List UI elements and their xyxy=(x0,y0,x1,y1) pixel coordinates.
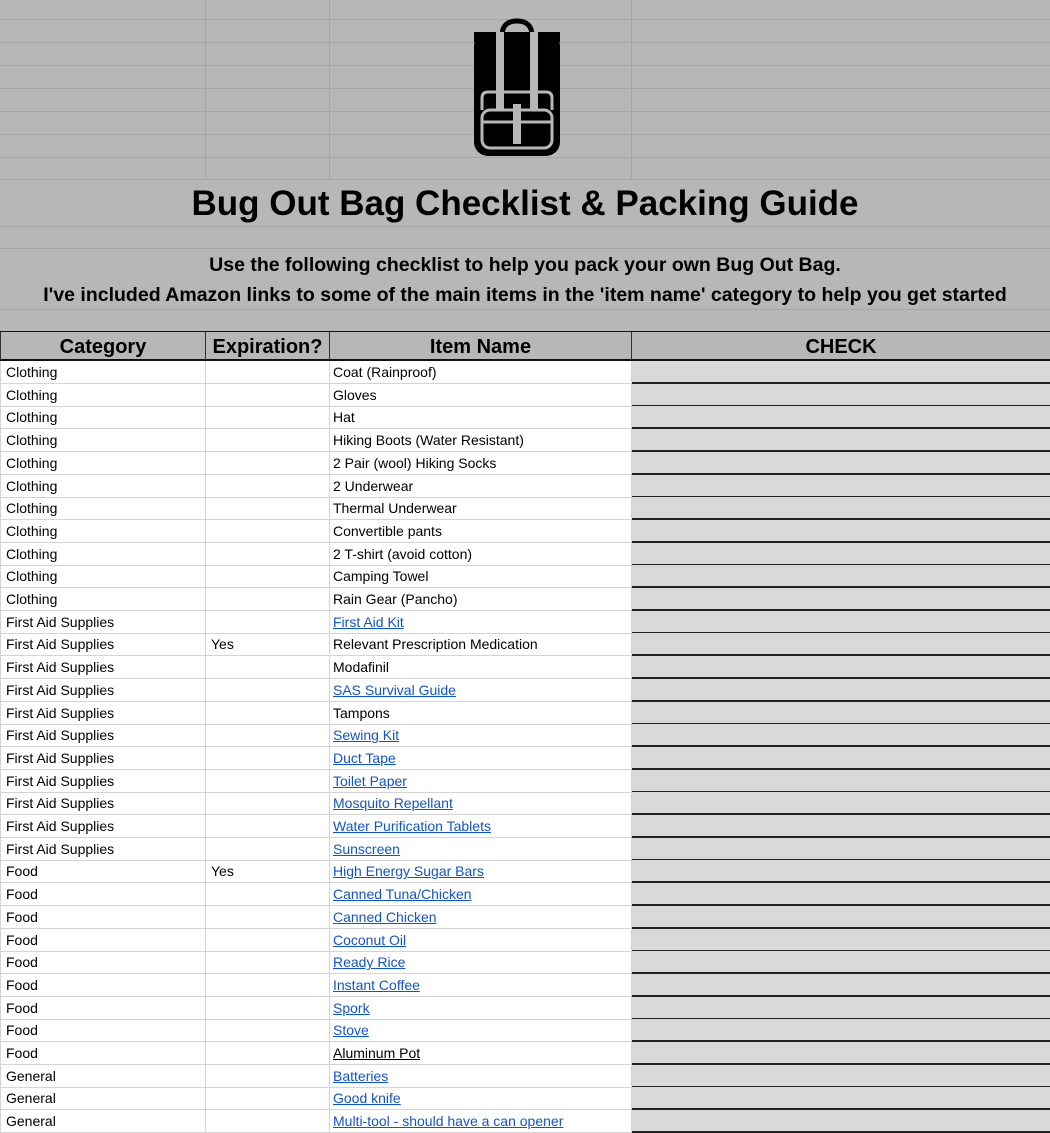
check-cell[interactable] xyxy=(632,929,1050,952)
subtitle-line-1: Use the following checklist to help you pack your own Bug Out Bag. xyxy=(209,254,841,276)
check-cell[interactable] xyxy=(632,747,1050,770)
backpack-icon xyxy=(466,18,568,158)
check-cell[interactable] xyxy=(632,997,1050,1020)
table-row xyxy=(0,792,1050,815)
expiration-cell[interactable] xyxy=(206,1110,330,1133)
category-cell[interactable]: First Aid Supplies xyxy=(0,815,206,838)
category-cell[interactable]: Clothing xyxy=(0,452,206,475)
item-link[interactable]: Canned Tuna/Chicken xyxy=(333,886,472,903)
check-cell[interactable] xyxy=(632,475,1050,498)
item-link[interactable]: Instant Coffee xyxy=(333,976,420,993)
item-link[interactable]: SAS Survival Guide xyxy=(333,681,456,698)
expiration-cell[interactable] xyxy=(206,974,330,997)
category-cell[interactable]: General xyxy=(0,1065,206,1088)
item-name-cell[interactable] xyxy=(330,860,632,883)
category-cell[interactable]: Clothing xyxy=(0,565,206,588)
check-cell[interactable] xyxy=(632,543,1050,566)
item-name-text: Camping Towel xyxy=(333,568,429,585)
item-name-text: 2 T-shirt (avoid cotton) xyxy=(333,545,473,562)
item-link[interactable]: First Aid Kit xyxy=(333,613,404,630)
subtitle-line-2: I've included Amazon links to some of the main items in the 'item name' category to help you get started xyxy=(43,284,1007,306)
expiration-cell[interactable] xyxy=(206,1019,330,1042)
item-name-cell[interactable] xyxy=(330,838,632,861)
item-name-cell[interactable] xyxy=(330,429,632,452)
category-cell[interactable]: First Aid Supplies xyxy=(0,724,206,747)
expiration-cell[interactable]: Yes xyxy=(206,860,330,883)
item-name-text: Gloves xyxy=(333,386,377,403)
check-cell[interactable] xyxy=(632,906,1050,929)
expiration-cell[interactable] xyxy=(206,475,330,498)
check-cell[interactable] xyxy=(632,838,1050,861)
check-cell[interactable] xyxy=(632,679,1050,702)
item-link[interactable]: Canned Chicken xyxy=(333,908,437,925)
table-row xyxy=(0,679,1050,702)
column-header-item-name[interactable]: Item Name xyxy=(330,332,632,360)
category-cell[interactable]: First Aid Supplies xyxy=(0,611,206,634)
item-name-cell[interactable] xyxy=(330,747,632,770)
item-link[interactable]: Ready Rice xyxy=(333,954,406,971)
item-name-cell[interactable] xyxy=(330,611,632,634)
header-area xyxy=(0,0,1050,332)
category-cell[interactable]: First Aid Supplies xyxy=(0,679,206,702)
expiration-cell[interactable] xyxy=(206,543,330,566)
expiration-cell[interactable] xyxy=(206,1042,330,1065)
expiration-cell[interactable] xyxy=(206,792,330,815)
check-cell[interactable] xyxy=(632,770,1050,793)
check-cell[interactable] xyxy=(632,452,1050,475)
table-row xyxy=(0,588,1050,611)
item-name-cell[interactable] xyxy=(330,588,632,611)
category-cell[interactable]: General xyxy=(0,1110,206,1133)
category-cell[interactable]: Food xyxy=(0,929,206,952)
item-name-cell[interactable] xyxy=(330,792,632,815)
table-row xyxy=(0,929,1050,952)
item-name-cell[interactable] xyxy=(330,475,632,498)
table-row xyxy=(0,520,1050,543)
category-cell[interactable]: First Aid Supplies xyxy=(0,838,206,861)
expiration-cell[interactable] xyxy=(206,588,330,611)
category-cell[interactable]: First Aid Supplies xyxy=(0,792,206,815)
category-cell[interactable]: Clothing xyxy=(0,543,206,566)
expiration-cell[interactable] xyxy=(206,1087,330,1110)
item-name-text: 2 Pair (wool) Hiking Socks xyxy=(333,454,497,471)
grid-line xyxy=(0,248,1050,249)
table-row xyxy=(0,702,1050,725)
category-cell[interactable]: Food xyxy=(0,1019,206,1042)
item-name-cell[interactable] xyxy=(330,1042,632,1065)
item-name-text: 2 Underwear xyxy=(333,477,414,494)
item-link[interactable]: Multi-tool - should have a can opener xyxy=(333,1113,564,1130)
table-row xyxy=(0,860,1050,883)
table-row xyxy=(0,543,1050,566)
item-name-text: Relevant Prescription Medication xyxy=(333,636,538,653)
item-name-cell[interactable] xyxy=(330,565,632,588)
grid-line xyxy=(0,226,1050,227)
item-link[interactable]: Batteries xyxy=(333,1067,389,1084)
item-name-cell[interactable] xyxy=(330,1065,632,1088)
expiration-cell[interactable] xyxy=(206,1065,330,1088)
grid-line xyxy=(631,0,632,180)
category-cell[interactable]: Clothing xyxy=(0,497,206,520)
column-header-category[interactable]: Category xyxy=(0,332,206,360)
expiration-cell[interactable] xyxy=(206,565,330,588)
check-cell[interactable] xyxy=(632,1065,1050,1088)
item-link[interactable]: Mosquito Repellant xyxy=(333,795,453,812)
expiration-cell[interactable] xyxy=(206,997,330,1020)
table-row xyxy=(0,747,1050,770)
table-row xyxy=(0,565,1050,588)
check-cell[interactable] xyxy=(632,406,1050,429)
item-name-cell[interactable] xyxy=(330,1019,632,1042)
table-row xyxy=(0,974,1050,997)
table-row xyxy=(0,452,1050,475)
table-row xyxy=(0,611,1050,634)
grid-line xyxy=(0,179,1050,180)
expiration-cell[interactable] xyxy=(206,656,330,679)
category-cell[interactable]: Food xyxy=(0,906,206,929)
table-row xyxy=(0,384,1050,407)
expiration-cell[interactable]: Yes xyxy=(206,633,330,656)
column-header-expiration[interactable]: Expiration? xyxy=(206,332,330,360)
item-name-cell[interactable] xyxy=(330,702,632,725)
table-row xyxy=(0,997,1050,1020)
item-name-cell[interactable] xyxy=(330,543,632,566)
category-cell[interactable]: First Aid Supplies xyxy=(0,747,206,770)
expiration-cell[interactable] xyxy=(206,815,330,838)
column-header-check[interactable]: CHECK xyxy=(805,336,877,358)
item-name-cell[interactable] xyxy=(330,452,632,475)
item-name-cell[interactable] xyxy=(330,724,632,747)
expiration-cell[interactable] xyxy=(206,679,330,702)
item-name-cell[interactable] xyxy=(330,974,632,997)
check-cell[interactable] xyxy=(632,951,1050,974)
check-cell[interactable] xyxy=(632,497,1050,520)
item-name-text: Coat (Rainproof) xyxy=(333,364,437,380)
table-header-row xyxy=(0,331,1050,361)
expiration-cell[interactable] xyxy=(206,611,330,634)
item-name-text: Aluminum Pot xyxy=(333,1045,421,1061)
item-link[interactable]: Sewing Kit xyxy=(333,727,400,744)
item-name-cell[interactable] xyxy=(330,384,632,407)
item-link[interactable]: Water Purification Tablets xyxy=(333,818,491,834)
item-name-cell[interactable] xyxy=(330,1087,632,1110)
item-name-cell[interactable] xyxy=(330,633,632,656)
item-link[interactable]: Toilet Paper xyxy=(333,772,407,789)
item-name-text: Tampons xyxy=(333,704,390,721)
check-cell[interactable] xyxy=(632,724,1050,747)
expiration-cell[interactable] xyxy=(206,883,330,906)
expiration-cell[interactable] xyxy=(206,838,330,861)
item-name-text: Thermal Underwear xyxy=(333,500,457,517)
table-row xyxy=(0,1110,1050,1133)
expiration-cell[interactable] xyxy=(206,747,330,770)
category-cell[interactable]: First Aid Supplies xyxy=(0,770,206,793)
category-cell[interactable]: First Aid Supplies xyxy=(0,633,206,656)
table-row xyxy=(0,633,1050,656)
check-cell[interactable] xyxy=(632,974,1050,997)
item-link[interactable]: Spork xyxy=(333,999,370,1016)
category-cell[interactable]: First Aid Supplies xyxy=(0,656,206,679)
table-row xyxy=(0,497,1050,520)
item-name-cell[interactable] xyxy=(330,906,632,929)
expiration-cell[interactable] xyxy=(206,429,330,452)
item-name-text: Modafinil xyxy=(333,659,390,676)
table-row xyxy=(0,1042,1050,1065)
category-cell[interactable]: Clothing xyxy=(0,520,206,543)
category-cell[interactable]: Clothing xyxy=(0,475,206,498)
item-name-text: Rain Gear (Pancho) xyxy=(333,591,458,607)
table-row xyxy=(0,429,1050,452)
category-cell[interactable]: Clothing xyxy=(0,384,206,407)
table-row xyxy=(0,406,1050,429)
item-link[interactable]: Duct Tape xyxy=(333,749,396,766)
expiration-cell[interactable] xyxy=(206,384,330,407)
check-cell[interactable] xyxy=(632,656,1050,679)
expiration-cell[interactable] xyxy=(206,770,330,793)
table-row xyxy=(0,361,1050,384)
check-cell[interactable] xyxy=(632,588,1050,611)
item-link[interactable]: Good knife xyxy=(333,1090,401,1107)
category-cell[interactable]: Food xyxy=(0,997,206,1020)
table-row xyxy=(0,770,1050,793)
category-cell[interactable]: Food xyxy=(0,860,206,883)
item-name-cell[interactable] xyxy=(330,406,632,429)
category-cell[interactable]: Food xyxy=(0,974,206,997)
category-cell[interactable]: Clothing xyxy=(0,361,206,384)
item-link[interactable]: Coconut Oil xyxy=(333,931,407,948)
item-name-cell[interactable] xyxy=(330,497,632,520)
table-row xyxy=(0,724,1050,747)
check-cell[interactable] xyxy=(632,565,1050,588)
table-row xyxy=(0,1065,1050,1088)
item-name-cell[interactable] xyxy=(330,997,632,1020)
expiration-cell[interactable] xyxy=(206,361,330,384)
check-cell[interactable] xyxy=(632,1110,1050,1133)
check-cell[interactable] xyxy=(632,792,1050,815)
table-row xyxy=(0,906,1050,929)
item-name-cell[interactable] xyxy=(330,815,632,838)
item-name-text: Convertible pants xyxy=(333,522,442,539)
item-link[interactable]: Stove xyxy=(333,1022,369,1039)
table-row xyxy=(0,1019,1050,1042)
item-link[interactable]: High Energy Sugar Bars xyxy=(333,863,484,880)
item-name-cell[interactable] xyxy=(330,1110,632,1133)
check-cell[interactable] xyxy=(632,702,1050,725)
table-row xyxy=(0,883,1050,906)
item-name-cell[interactable] xyxy=(330,770,632,793)
category-cell[interactable]: Clothing xyxy=(0,406,206,429)
check-cell[interactable] xyxy=(632,1042,1050,1065)
item-name-cell[interactable] xyxy=(330,361,632,384)
check-cell[interactable] xyxy=(632,815,1050,838)
expiration-cell[interactable] xyxy=(206,497,330,520)
expiration-cell[interactable] xyxy=(206,702,330,725)
expiration-cell[interactable] xyxy=(206,724,330,747)
page-title: Bug Out Bag Checklist & Packing Guide xyxy=(191,184,859,223)
check-cell[interactable] xyxy=(632,611,1050,634)
expiration-cell[interactable] xyxy=(206,406,330,429)
table-row xyxy=(0,838,1050,861)
check-cell[interactable] xyxy=(632,860,1050,883)
category-cell[interactable]: Clothing xyxy=(0,588,206,611)
category-cell[interactable]: Food xyxy=(0,883,206,906)
check-cell[interactable] xyxy=(632,633,1050,656)
item-name-cell[interactable] xyxy=(330,883,632,906)
check-cell[interactable] xyxy=(632,1087,1050,1110)
item-name-cell[interactable] xyxy=(330,951,632,974)
item-name-text: Hiking Boots (Water Resistant) xyxy=(333,432,524,449)
category-cell[interactable]: Food xyxy=(0,1042,206,1065)
check-cell[interactable] xyxy=(632,429,1050,452)
category-cell[interactable]: General xyxy=(0,1087,206,1110)
item-name-cell[interactable] xyxy=(330,520,632,543)
item-name-cell[interactable] xyxy=(330,656,632,679)
table-row xyxy=(0,475,1050,498)
category-cell[interactable]: Food xyxy=(0,951,206,974)
expiration-cell[interactable] xyxy=(206,929,330,952)
check-cell[interactable] xyxy=(632,384,1050,407)
item-name-text: Hat xyxy=(333,409,355,426)
grid-line xyxy=(205,0,206,180)
grid-line xyxy=(329,0,330,180)
table-row xyxy=(0,951,1050,974)
expiration-cell[interactable] xyxy=(206,452,330,475)
item-link[interactable]: Sunscreen xyxy=(333,840,400,857)
expiration-cell[interactable] xyxy=(206,520,330,543)
check-cell[interactable] xyxy=(632,361,1050,384)
expiration-cell[interactable] xyxy=(206,906,330,929)
item-name-cell[interactable] xyxy=(330,679,632,702)
check-cell[interactable] xyxy=(632,520,1050,543)
category-cell[interactable]: Clothing xyxy=(0,429,206,452)
table-row xyxy=(0,656,1050,679)
check-cell[interactable] xyxy=(632,883,1050,906)
category-cell[interactable]: First Aid Supplies xyxy=(0,702,206,725)
item-name-cell[interactable] xyxy=(330,929,632,952)
expiration-cell[interactable] xyxy=(206,951,330,974)
table-row xyxy=(0,815,1050,838)
table-row xyxy=(0,1087,1050,1110)
check-cell[interactable] xyxy=(632,1019,1050,1042)
